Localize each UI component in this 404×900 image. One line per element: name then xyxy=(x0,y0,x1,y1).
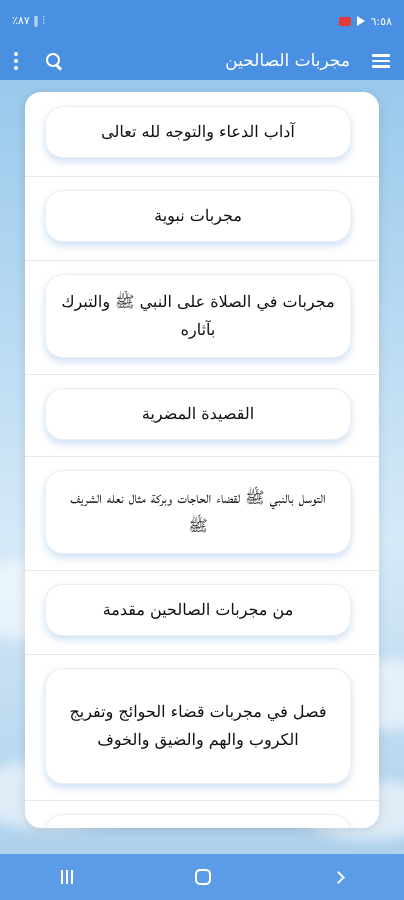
list-item-label: مجربات في الصلاة على النبي ﷺ والتبرك بآثاره xyxy=(61,292,335,339)
list-item-partial[interactable] xyxy=(45,814,351,828)
system-nav-bar xyxy=(0,854,404,900)
list-item-label: القصيدة المضرية xyxy=(141,404,255,423)
list-divider xyxy=(25,176,379,177)
battery-and-signal-text: ٪٨٧ ‖ ⫶ xyxy=(12,14,45,27)
status-bar xyxy=(0,0,404,42)
list-item[interactable] xyxy=(45,274,351,358)
app-bar-title-group xyxy=(225,50,394,72)
list-item-label: من مجربات الصالحين مقدمة xyxy=(102,600,294,619)
back-icon[interactable] xyxy=(332,871,345,884)
list-item[interactable] xyxy=(45,388,351,440)
list-divider xyxy=(25,800,379,801)
play-icon xyxy=(357,16,365,26)
status-left xyxy=(12,14,45,28)
youtube-icon xyxy=(339,17,351,26)
list-divider xyxy=(25,260,379,261)
list-item[interactable] xyxy=(45,584,351,636)
search-icon[interactable] xyxy=(44,51,64,71)
app-bar xyxy=(0,42,404,80)
list-divider xyxy=(25,654,379,655)
page-title: مجربات الصالحين xyxy=(225,51,350,71)
list-item[interactable] xyxy=(45,668,351,784)
list-item-label: التوسل بالنبي ﷺ لقضاء الحاجات وبركة مثال نعله الشريف ﷺ xyxy=(70,488,326,535)
hamburger-icon[interactable] xyxy=(368,50,394,72)
list-item[interactable] xyxy=(45,190,351,242)
status-time: ٦:٥٨ xyxy=(370,14,392,28)
list-item-label: آداب الدعاء والتوجه لله تعالى xyxy=(101,122,295,141)
list-divider xyxy=(25,456,379,457)
app-bar-actions xyxy=(10,48,64,74)
list-item[interactable] xyxy=(45,106,351,158)
list-item-label: مجربات نبوية xyxy=(154,206,242,225)
status-right xyxy=(339,15,392,28)
list-divider xyxy=(25,374,379,375)
recent-apps-icon[interactable] xyxy=(61,870,73,884)
list-item-label: فصل في مجربات قضاء الحوائج وتفريج الكروب والهم والضيق والخوف xyxy=(69,702,327,749)
list-divider xyxy=(25,570,379,571)
home-icon[interactable] xyxy=(195,869,211,885)
topics-list-panel xyxy=(25,92,379,828)
more-vertical-icon[interactable] xyxy=(10,48,22,74)
list-item[interactable] xyxy=(45,470,351,554)
